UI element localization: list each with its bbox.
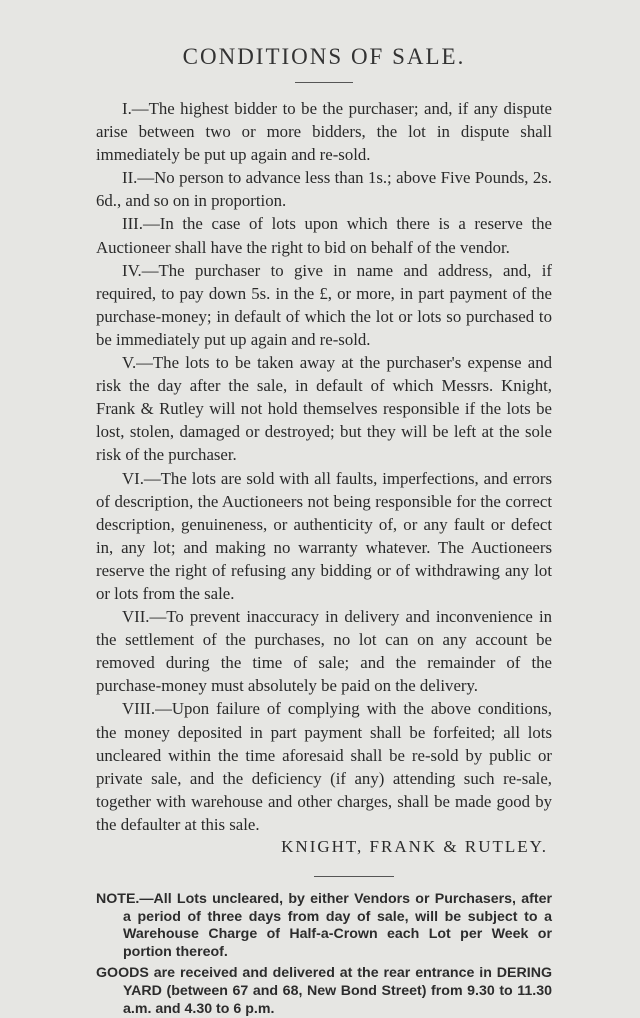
condition-7: VII.—To prevent inaccuracy in delivery and inconvenience in the settlement of the purchases, no lot can on any account be removed during the time of sale; and the remainder of the purchase-money must absolutely be paid on the delivery.: [96, 607, 552, 696]
warehouse-charge-note: NOTE.—All Lots uncleared, by either Vendors or Purchasers, after a period of three days from day of sale, will be subject to a Warehouse Charge of Half-a-Crown each Lot per Week or portion thereof.: [96, 891, 552, 960]
condition-3: III.—In the case of lots upon which there is a reserve the Auctioneer shall have the right to bid on behalf of the vendor.: [96, 214, 552, 257]
condition-2: II.—No person to advance less than 1s.; above Five Pounds, 2s. 6d., and so on in proportion.: [96, 168, 552, 211]
conditions-list: [96, 97, 552, 836]
condition-1: I.—The highest bidder to be the purchaser; and, if any dispute arise between two or more bidders, the lot in dispute shall immediately be put up again and re-sold.: [96, 99, 552, 165]
condition-4: IV.—The purchaser to give in name and address, and, if required, to pay down 5s. in the £, or more, in part payment of the purchase-money; in default of which the lot or lots so purchased to be immediately put up again and re-sold.: [96, 260, 552, 349]
auctioneer-signature: KNIGHT, FRANK & RUTLEY.: [281, 837, 548, 856]
condition-6: VI.—The lots are sold with all faults, imperfections, and errors of description, the Auctioneers not being responsible for the correct description, genuineness, or authenticity of, or any fault or defect in, any lot; and making no warranty whatever. The Auctioneers reserve the right of refusing any bidding or of withdrawing any lot or lots from the sale.: [96, 468, 552, 603]
condition-8: VIII.—Upon failure of complying with the above conditions, the money deposited in part payment shall be forfeited; all lots uncleared within the time aforesaid shall be re-sold by public or private sale, and the deficiency (if any) attending such re-sale, together with warehouse and other charges, shall be made good by the defaulter at this sale.: [96, 699, 552, 834]
title-divider: [295, 82, 353, 83]
condition-5: V.—The lots to be taken away at the purchaser's expense and risk the day after the sale, in default of which Messrs. Knight, Frank & Rutley will not hold themselves responsible if the lots be lost, stolen, damaged or destroyed; but they will be left at the sole risk of the purchaser.: [96, 353, 552, 465]
notes-divider: [314, 876, 394, 877]
goods-delivery-note: GOODS are received and delivered at the rear entrance in DERING YARD (between 67 and 68, New Bond Street) from 9.30 to 11.30 a.m. and 4.30 to 6 p.m.: [96, 965, 552, 1017]
page-title: CONDITIONS OF SALE.: [182, 44, 466, 69]
